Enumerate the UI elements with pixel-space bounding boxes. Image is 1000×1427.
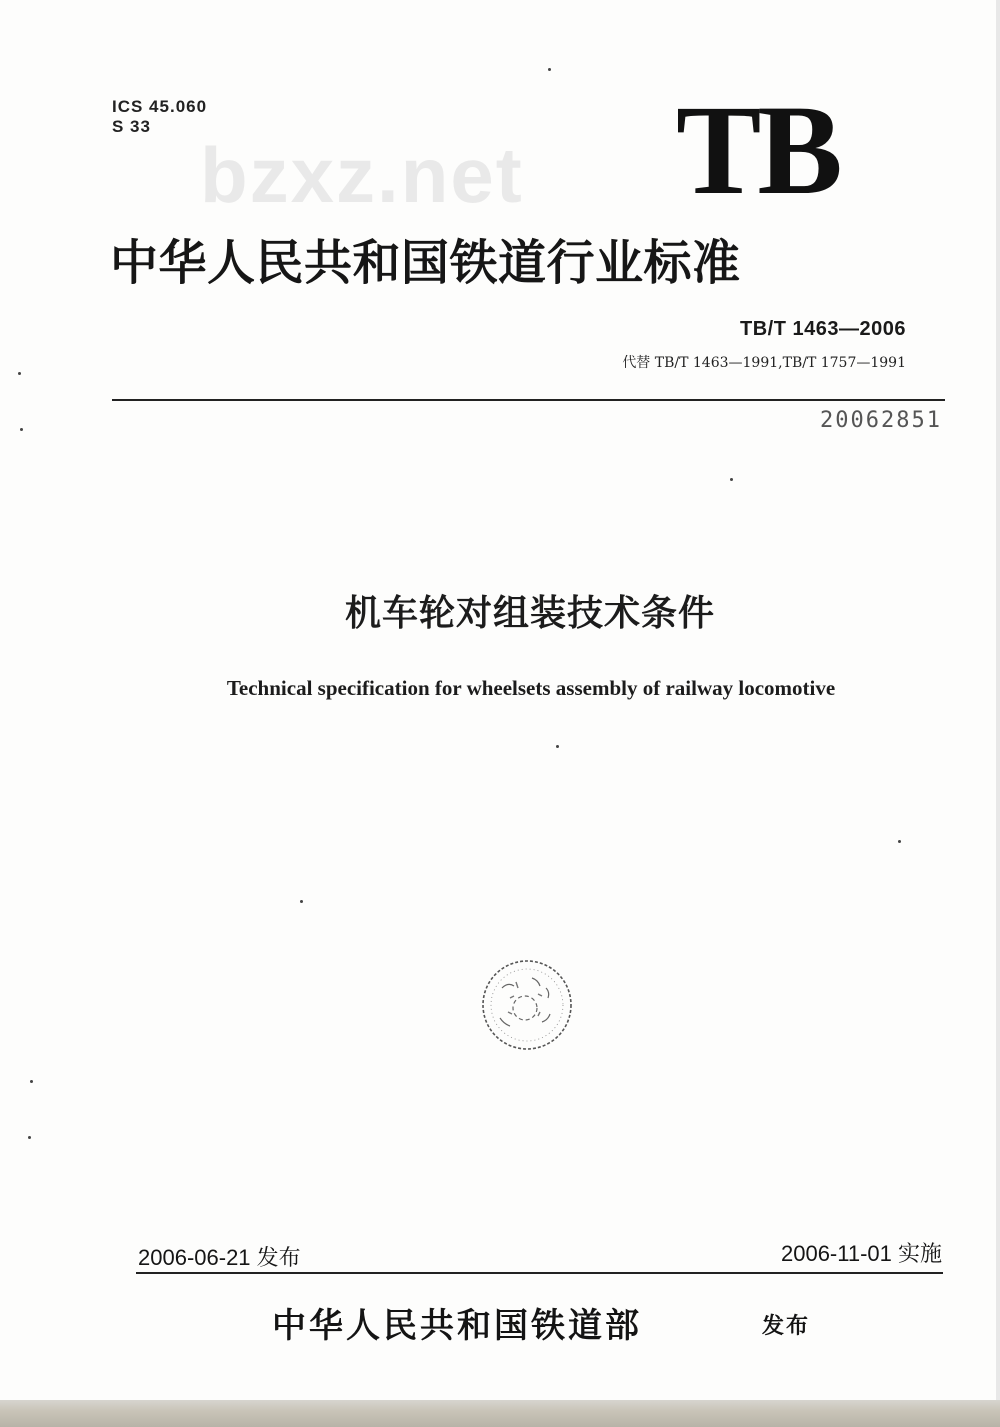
standard-number: TB/T 1463—2006 xyxy=(740,318,906,340)
speck xyxy=(30,1080,33,1083)
speck xyxy=(556,745,559,748)
seal-stamp-icon xyxy=(480,958,574,1052)
class-code: S 33 xyxy=(112,117,151,136)
page-edge-shadow xyxy=(996,0,1000,1427)
document-title-cn: 机车轮对组装技术条件 xyxy=(344,593,715,634)
speck xyxy=(548,68,551,71)
watermark: bzxz.net xyxy=(200,131,524,219)
effective-date: 2006-11-01 实施 xyxy=(780,1241,942,1266)
classification-codes xyxy=(112,97,207,137)
document-title-en: Technical specification for wheelsets assembly of railway locomotive xyxy=(226,676,836,700)
speck xyxy=(898,840,901,843)
speck xyxy=(20,428,23,431)
speck xyxy=(28,1136,31,1139)
speck xyxy=(300,900,303,903)
speck xyxy=(730,478,733,481)
ics-code: ICS 45.060 xyxy=(112,97,208,116)
header-rule xyxy=(112,399,945,401)
publisher-suffix: 发布 xyxy=(762,1314,811,1339)
standard-title: 中华人民共和国铁道行业标准 xyxy=(110,235,741,291)
stamp-number: 20062851 xyxy=(820,408,942,433)
publisher: 中华人民共和国铁道部 xyxy=(272,1306,642,1346)
tb-logo: TB xyxy=(676,79,839,221)
speck xyxy=(18,372,21,375)
replaces-note: 代替 TB/T 1463—1991,TB/T 1757—1991 xyxy=(622,355,906,371)
issue-date: 2006-06-21 发布 xyxy=(138,1245,301,1270)
footer-rule xyxy=(136,1272,943,1274)
scan-edge xyxy=(0,1400,1000,1427)
